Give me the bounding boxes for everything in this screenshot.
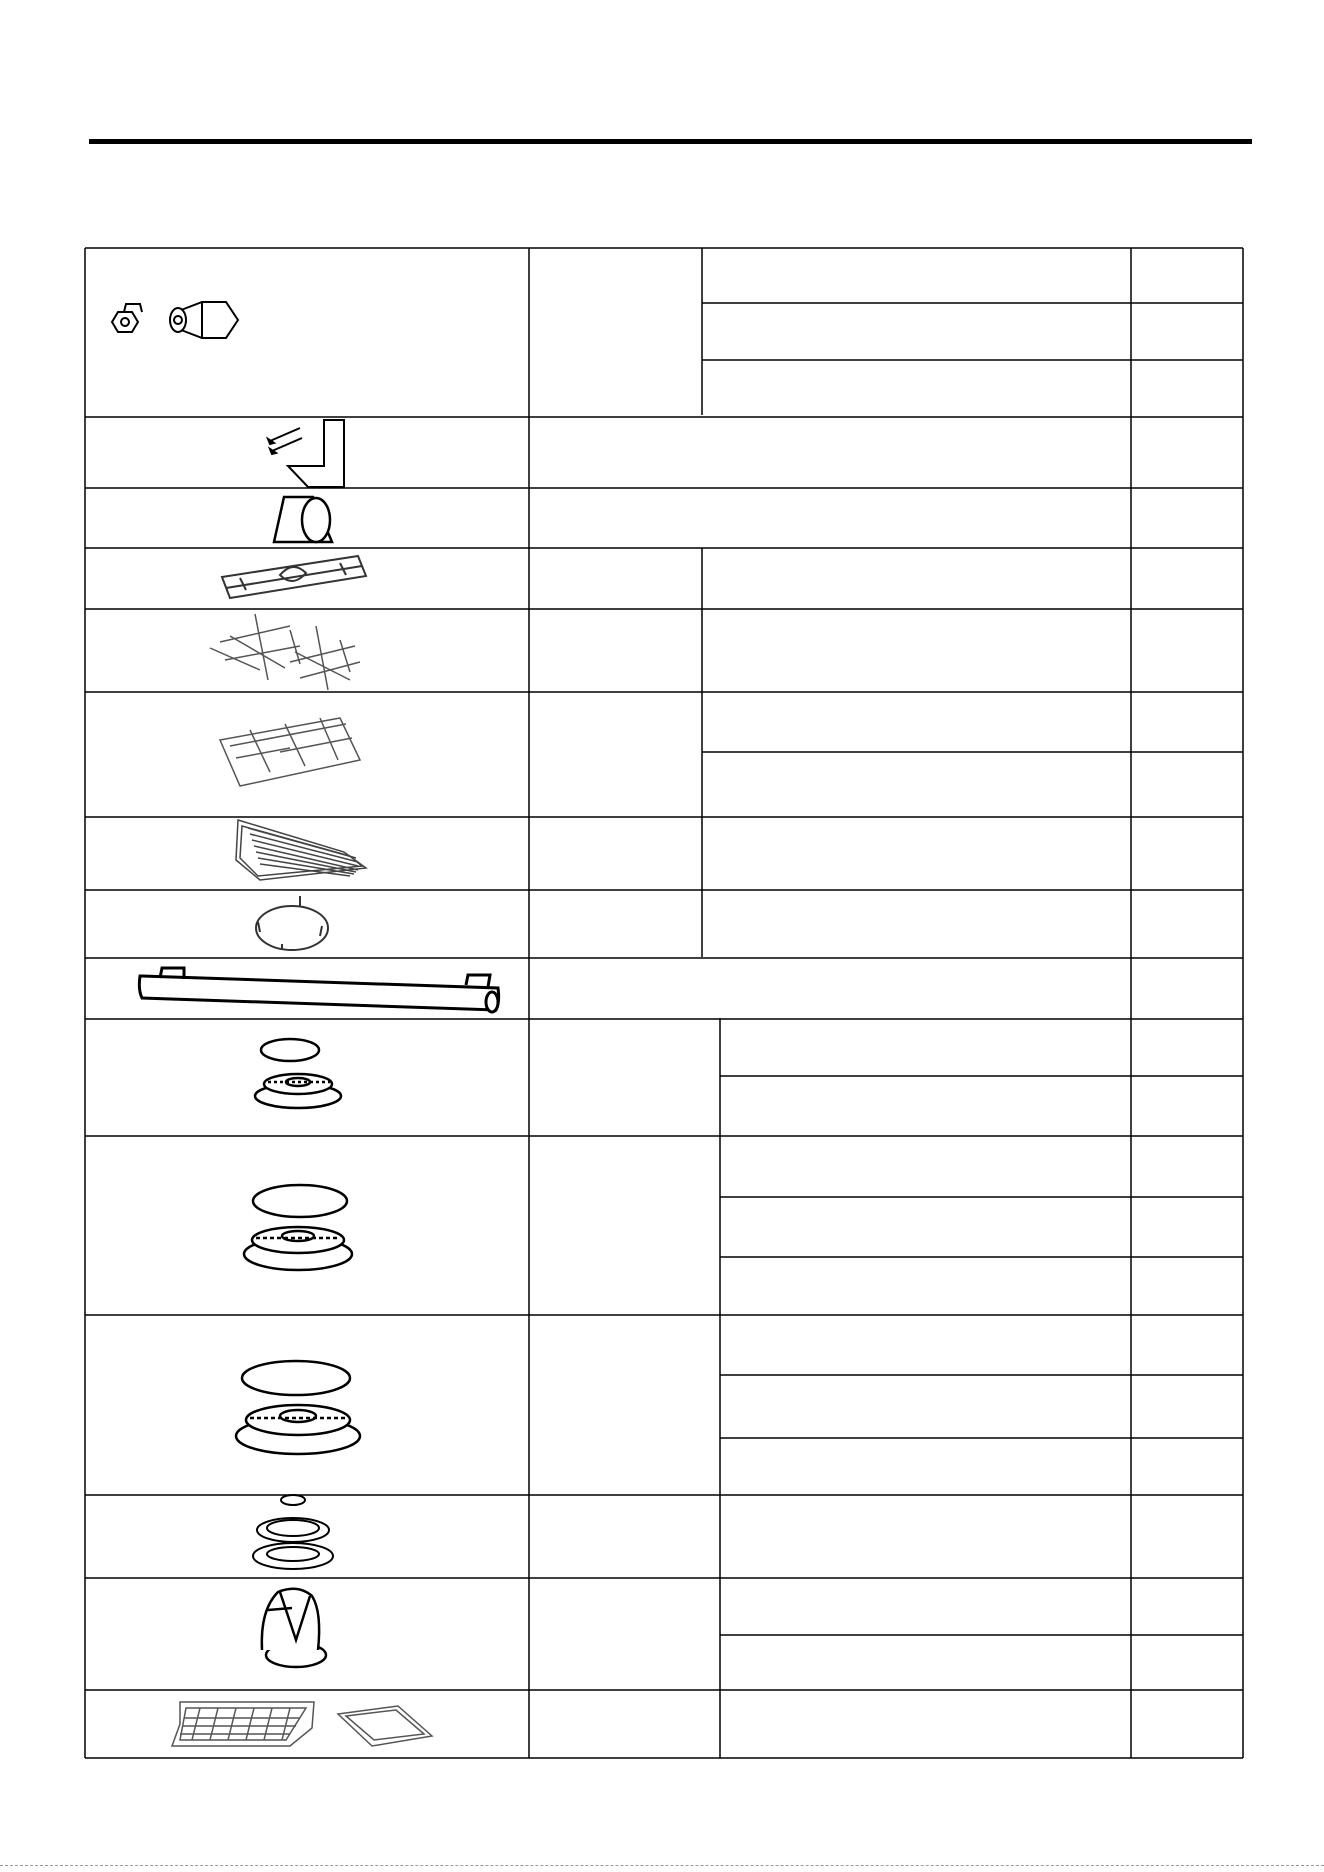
control-knob-icon xyxy=(262,1589,326,1667)
page-edge-dashed-line xyxy=(0,1865,1324,1866)
medium-burner-icon xyxy=(244,1185,352,1270)
double-grate-icon xyxy=(220,718,360,786)
broil-pan-icon xyxy=(172,1702,432,1746)
handle-bar-icon xyxy=(139,968,498,1012)
griddle-icon xyxy=(236,820,366,880)
center-grate-icon xyxy=(222,556,366,598)
side-grates-icon xyxy=(210,614,360,690)
nozzle-fittings-icon xyxy=(112,302,238,338)
dual-burner-icon xyxy=(253,1495,333,1569)
wok-ring-icon xyxy=(256,896,328,950)
small-burner-icon xyxy=(255,1039,341,1108)
anti-tip-bracket-icon xyxy=(268,420,344,487)
large-burner-icon xyxy=(236,1361,360,1454)
rubber-foot-icon xyxy=(274,497,332,542)
